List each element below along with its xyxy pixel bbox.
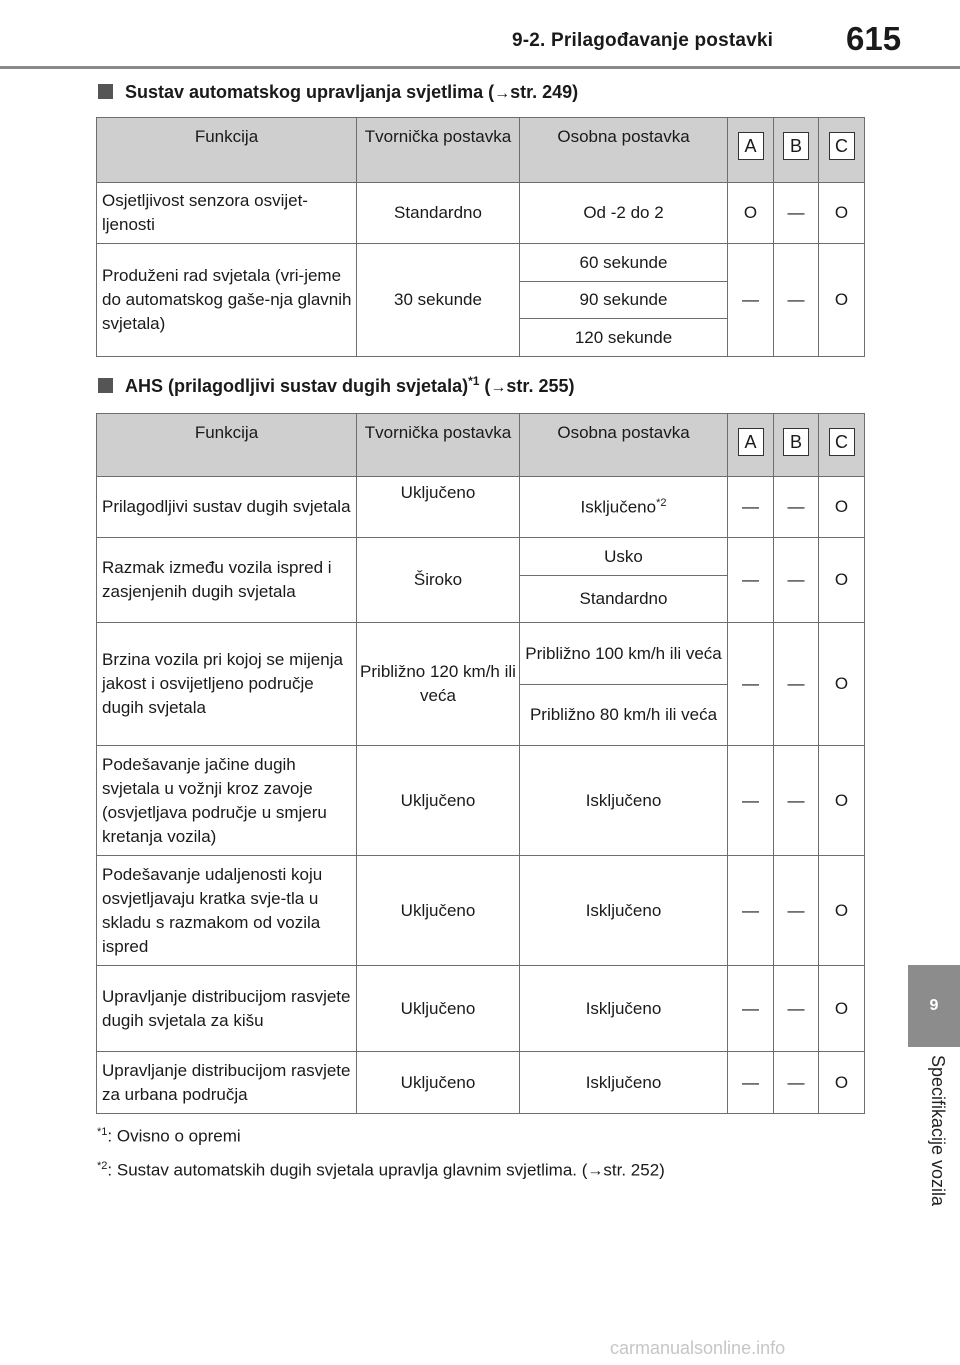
col-a: A: [738, 428, 764, 456]
cell-c: O: [819, 244, 865, 357]
footnote-mark: *1: [97, 1126, 108, 1138]
cell-factory: Uključeno: [357, 966, 520, 1052]
cell-b: —: [774, 1052, 819, 1114]
cell-c: O: [819, 477, 865, 538]
cell-b: —: [774, 856, 819, 966]
table-row: [97, 746, 865, 856]
col-function: Funkcija: [97, 414, 357, 477]
cell-custom: 120 sekunde: [520, 319, 728, 357]
cell-factory: Uključeno: [357, 746, 520, 856]
cell-custom: Približno 80 km/h ili veća: [520, 685, 728, 746]
footnote-ref-link[interactable]: str. 252): [603, 1160, 665, 1180]
cell-function: Upravljanje distribucijom rasvjete za urbana područja: [97, 1052, 357, 1114]
chapter-label-text: Specifikacije vozila: [928, 1055, 948, 1207]
cell-factory: Uključeno: [357, 856, 520, 966]
table-row: [97, 477, 865, 538]
arrow-icon: →: [587, 1162, 604, 1180]
cell-b: —: [774, 623, 819, 746]
footnote-1: [97, 1126, 241, 1147]
cell-function: Podešavanje jačine dugih svjetala u vožnji kroz zavoje (osvjetljava područje u smjeru kretanja vozila): [97, 746, 357, 856]
table-row: [97, 623, 865, 685]
cell-function: Produženi rad svjetala (vri-jeme do automatskog gaše-nja glavnih svjetala): [97, 244, 357, 357]
cell-b: —: [774, 477, 819, 538]
col-custom: Osobna postavka: [520, 118, 728, 183]
cell-custom: Isključeno: [520, 746, 728, 856]
cell-function: Upravljanje distribucijom rasvjete dugih svjetala za kišu: [97, 966, 357, 1052]
table-row: [97, 1052, 865, 1114]
footnote-mark: *2: [656, 496, 667, 509]
cell-function: Osjetljivost senzora osvijet-ljenosti: [97, 183, 357, 244]
col-b: B: [783, 428, 809, 456]
col-a: A: [738, 132, 764, 160]
cell-c: O: [819, 183, 865, 244]
cell-a: —: [728, 244, 774, 357]
cell-function: Brzina vozila pri kojoj se mijenja jakost i osvijetljeno područje dugih svjetala: [97, 623, 357, 746]
col-factory: Tvornička postavka: [357, 118, 520, 183]
cell-factory: Široko: [357, 538, 520, 623]
col-c: C: [829, 132, 855, 160]
section2-heading: [98, 374, 574, 397]
section1-title: Sustav automatskog upravljanja svjetlima (: [125, 82, 495, 102]
cell-factory: 30 sekunde: [357, 244, 520, 357]
cell-function: Razmak između vozila ispred i zasjenjenih dugih svjetala: [97, 538, 357, 623]
footnote-2: [97, 1160, 665, 1181]
arrow-icon: →: [490, 379, 507, 396]
section2-paren: (: [479, 376, 491, 396]
square-bullet-icon: [98, 378, 113, 393]
table-row: [97, 244, 865, 282]
cell-custom: [520, 477, 728, 538]
cell-function: Podešavanje udaljenosti koju osvjetljavaju kratka svje-tla u skladu s razmakom od vozila ispred: [97, 856, 357, 966]
cell-b: —: [774, 966, 819, 1052]
col-custom: Osobna postavka: [520, 414, 728, 477]
col-b: B: [783, 132, 809, 160]
cell-factory: Standardno: [357, 183, 520, 244]
cell-custom: Isključeno: [520, 966, 728, 1052]
section2-title: AHS (prilagodljivi sustav dugih svjetala): [125, 376, 469, 396]
cell-custom: Usko: [520, 538, 728, 576]
cell-a: —: [728, 746, 774, 856]
section1-ref-link[interactable]: str. 249): [510, 82, 579, 102]
cell-factory: Uključeno: [357, 477, 520, 538]
cell-custom: 90 sekunde: [520, 282, 728, 319]
cell-custom: Standardno: [520, 576, 728, 623]
chapter-tab[interactable]: 9: [908, 965, 960, 1047]
page-number: 615: [846, 20, 902, 57]
table-row: [97, 856, 865, 966]
cell-a: —: [728, 538, 774, 623]
footnote-mark: *1: [468, 374, 480, 388]
section1-heading: [98, 82, 578, 103]
cell-custom: Isključeno: [520, 1052, 728, 1114]
cell-c: O: [819, 1052, 865, 1114]
col-factory: Tvornička postavka: [357, 414, 520, 477]
cell-a: —: [728, 856, 774, 966]
section-title: 9-2. Prilagođavanje postavki: [512, 30, 774, 51]
cell-custom: Od -2 do 2: [520, 183, 728, 244]
table-ahs: [96, 413, 865, 1114]
cell-custom: 60 sekunde: [520, 244, 728, 282]
cell-a: —: [728, 477, 774, 538]
table-row: [97, 538, 865, 576]
table-auto-lights: [96, 117, 865, 357]
footnote-mark: *2: [97, 1160, 108, 1172]
col-function: Funkcija: [97, 118, 357, 183]
header-divider: [0, 66, 960, 69]
section2-ref-link[interactable]: str. 255): [506, 376, 575, 396]
cell-custom: Isključeno: [520, 856, 728, 966]
cell-a: —: [728, 966, 774, 1052]
square-bullet-icon: [98, 84, 113, 99]
cell-c: O: [819, 538, 865, 623]
cell-a: O: [728, 183, 774, 244]
cell-c: O: [819, 966, 865, 1052]
cell-function: Prilagodljivi sustav dugih svjetala: [97, 477, 357, 538]
cell-b: —: [774, 538, 819, 623]
cell-b: —: [774, 746, 819, 856]
chapter-label: [918, 1055, 948, 1255]
cell-factory: Približno 120 km/h ili veća: [357, 623, 520, 746]
cell-a: —: [728, 1052, 774, 1114]
table-row: [97, 966, 865, 1052]
cell-c: O: [819, 856, 865, 966]
watermark: carmanualsonline.info: [610, 1338, 786, 1358]
footnote-text: : Sustav automatskih dugih svjetala upravlja glavnim svjetlima. (: [107, 1160, 588, 1180]
col-c: C: [829, 428, 855, 456]
cell-b: —: [774, 244, 819, 357]
cell-c: O: [819, 746, 865, 856]
arrow-icon: →: [494, 85, 511, 102]
cell-factory: Uključeno: [357, 1052, 520, 1114]
cell-a: —: [728, 623, 774, 746]
cell-custom: Približno 100 km/h ili veća: [520, 623, 728, 685]
cell-b: —: [774, 183, 819, 244]
cell-custom-text: Isključeno: [580, 497, 657, 517]
cell-c: O: [819, 623, 865, 746]
table-row: [97, 183, 865, 244]
footnote-text: : Ovisno o opremi: [107, 1126, 241, 1146]
